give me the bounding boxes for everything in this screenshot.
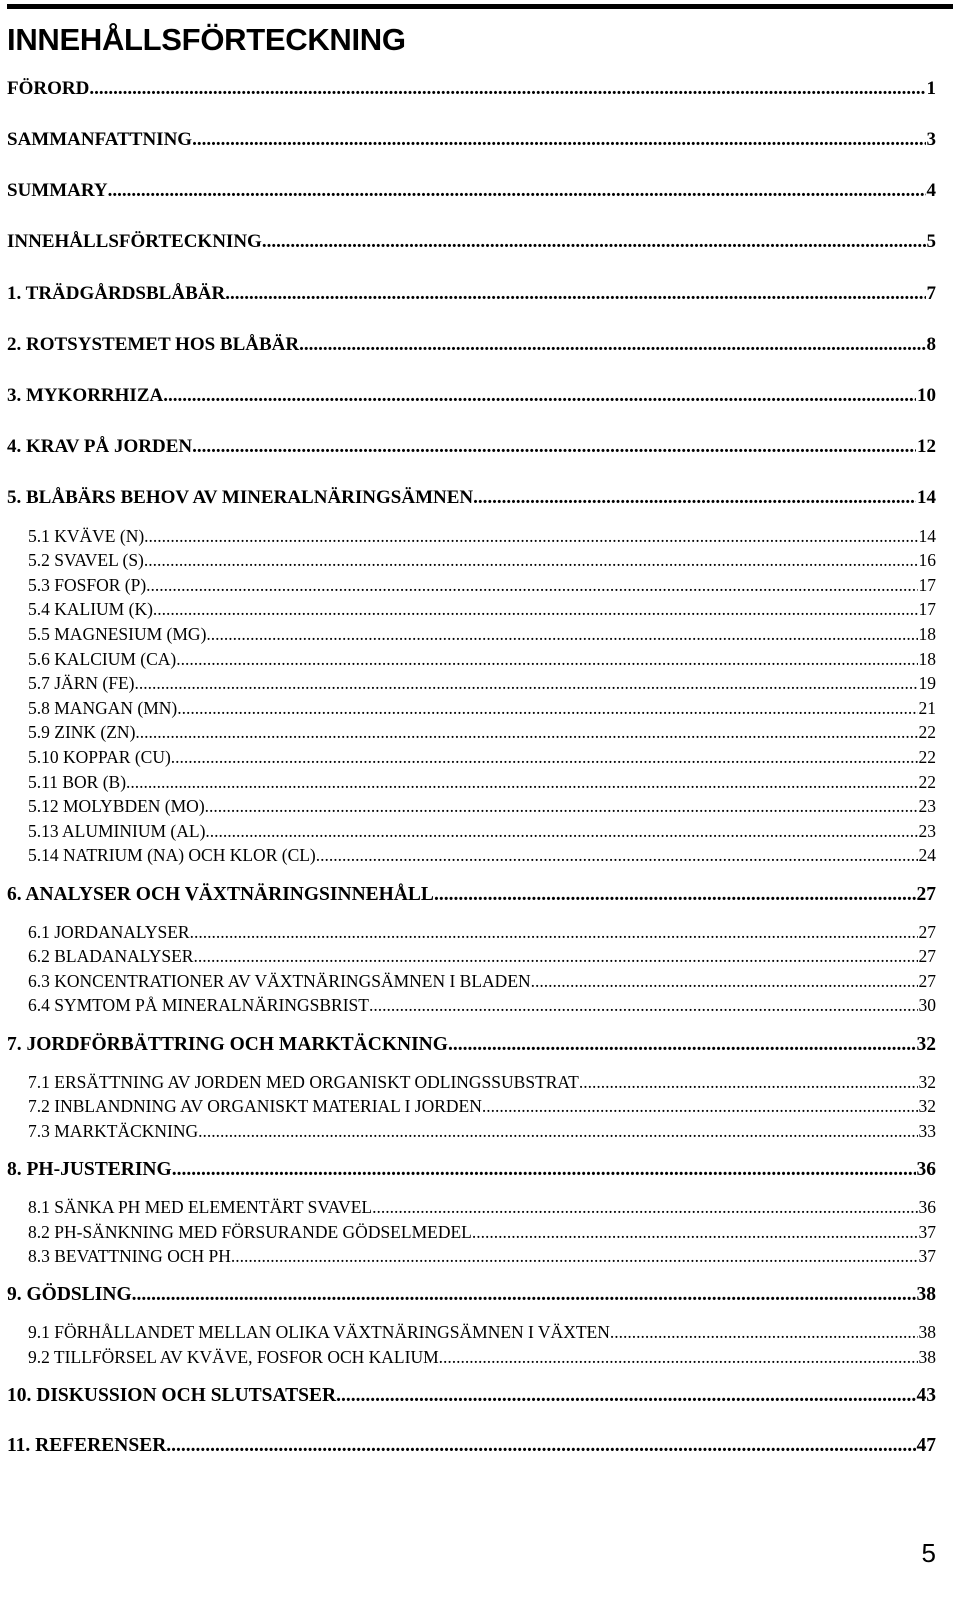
toc-dot-leader xyxy=(134,673,917,694)
toc-entry-label: 9.1 FÖRHÅLLANDET MELLAN OLIKA VÄXTNÄRINGSÄMNEN I VÄXTEN xyxy=(28,1322,610,1342)
toc-entry[interactable] xyxy=(7,436,936,458)
toc-dot-leader xyxy=(372,1197,917,1218)
toc-dot-leader xyxy=(132,1284,916,1306)
toc-dot-leader xyxy=(176,649,917,670)
toc-dot-leader xyxy=(192,129,925,151)
toc-entry[interactable] xyxy=(7,78,936,100)
toc-dot-leader xyxy=(316,845,918,866)
toc-entry-page: 38 xyxy=(916,1284,936,1305)
toc-entry-page: 3 xyxy=(926,129,936,150)
toc-dot-leader xyxy=(473,487,916,509)
toc-entry-label: 5.8 MANGAN (MN) xyxy=(28,698,178,718)
toc-dot-leader xyxy=(299,334,925,356)
toc-entry-label: 5.13 ALUMINIUM (AL) xyxy=(28,821,206,841)
toc-entry-label: 7. JORDFÖRBÄTTRING OCH MARKTÄCKNING xyxy=(7,1034,448,1055)
toc-entry-page: 27 xyxy=(918,922,936,942)
toc-dot-leader xyxy=(144,526,917,547)
toc-entry-label: 8. PH-JUSTERING xyxy=(7,1159,172,1180)
toc-entry-label: 6.2 BLADANALYSER xyxy=(28,946,194,966)
toc-entry-page: 17 xyxy=(918,599,936,619)
toc-entry[interactable] xyxy=(7,550,936,571)
toc-dot-leader xyxy=(192,436,916,458)
toc-entry-label: 9.2 TILLFÖRSEL AV KVÄVE, FOSFOR OCH KALIUM xyxy=(28,1347,439,1367)
toc-entry-page: 1 xyxy=(926,78,936,99)
toc-entry-page: 33 xyxy=(918,1121,936,1141)
toc-entry[interactable] xyxy=(7,231,936,253)
toc-entry[interactable] xyxy=(7,796,936,817)
toc-entry-page: 21 xyxy=(918,698,936,718)
toc-entry[interactable] xyxy=(7,1322,936,1343)
toc-entry[interactable] xyxy=(7,487,936,509)
toc-entry-label: 9. GÖDSLING xyxy=(7,1284,132,1305)
toc-entry-label: 8.1 SÄNKA PH MED ELEMENTÄRT SVAVEL xyxy=(28,1197,373,1217)
toc-entry-page: 8 xyxy=(926,334,936,355)
toc-entry-label: 7.3 MARKTÄCKNING xyxy=(28,1121,199,1141)
toc-entry-page: 5 xyxy=(926,231,936,252)
toc-entry[interactable] xyxy=(7,129,936,151)
toc-entry-label: 5.14 NATRIUM (NA) OCH KLOR (CL) xyxy=(28,845,316,865)
toc-dot-leader xyxy=(172,1159,916,1181)
toc-entry-label: 3. MYKORRHIZA xyxy=(7,385,164,406)
toc-entry[interactable] xyxy=(7,283,936,305)
toc-dot-leader xyxy=(434,884,916,906)
toc-entry-page: 17 xyxy=(918,575,936,595)
toc-dot-leader xyxy=(336,1385,915,1407)
toc-dot-leader xyxy=(144,550,918,571)
toc-dot-leader xyxy=(126,772,917,793)
toc-entry-page: 23 xyxy=(918,821,936,841)
toc-entry[interactable] xyxy=(7,1197,936,1218)
toc-entry[interactable] xyxy=(7,673,936,694)
toc-entry-label: SUMMARY xyxy=(7,180,108,201)
toc-entry[interactable] xyxy=(7,845,936,866)
toc-entry[interactable] xyxy=(7,624,936,645)
toc-entry[interactable] xyxy=(7,722,936,743)
toc-dot-leader xyxy=(610,1322,918,1343)
toc-entry-page: 37 xyxy=(918,1222,936,1242)
toc-dot-leader xyxy=(190,922,918,943)
toc-entry-label: 4. KRAV PÅ JORDEN xyxy=(7,436,193,457)
toc-entry-page: 23 xyxy=(918,796,936,816)
toc-entry[interactable] xyxy=(7,1034,936,1056)
toc-entry-label: 11. REFERENSER xyxy=(7,1435,167,1456)
toc-dot-leader xyxy=(198,1121,917,1142)
toc-dot-leader xyxy=(472,1222,918,1243)
toc-entry[interactable] xyxy=(7,575,936,596)
toc-dot-leader xyxy=(531,971,918,992)
toc-entry-page: 10 xyxy=(917,385,936,406)
toc-entry-page: 12 xyxy=(917,436,936,457)
toc-entry[interactable] xyxy=(7,526,936,547)
toc-entry[interactable] xyxy=(7,971,936,992)
toc-entry[interactable] xyxy=(7,772,936,793)
toc-entry[interactable] xyxy=(7,599,936,620)
toc-entry[interactable] xyxy=(7,649,936,670)
toc-entry[interactable] xyxy=(7,1385,936,1407)
toc-entry-label: 5.7 JÄRN (FE) xyxy=(28,673,135,693)
toc-entry-page: 32 xyxy=(916,1034,936,1055)
toc-entry-page: 22 xyxy=(918,747,936,767)
toc-entry-page: 37 xyxy=(918,1246,936,1266)
toc-entry[interactable] xyxy=(7,1347,936,1368)
toc-entry-label: 2. ROTSYSTEMET HOS BLÅBÄR xyxy=(7,334,300,355)
toc-entry[interactable] xyxy=(7,1121,936,1142)
toc-dot-leader xyxy=(579,1072,918,1093)
toc-entry-page: 32 xyxy=(918,1096,936,1116)
toc-entry-label: 5.12 MOLYBDEN (MO) xyxy=(28,796,205,816)
toc-entry-page: 22 xyxy=(918,722,936,742)
toc-entry-label: FÖRORD xyxy=(7,78,90,99)
toc-entry-page: 32 xyxy=(918,1072,936,1092)
toc-entry-page: 27 xyxy=(918,946,936,966)
toc-entry-page: 18 xyxy=(918,649,936,669)
toc-entry-label: 5. BLÅBÄRS BEHOV AV MINERALNÄRINGSÄMNEN xyxy=(7,487,474,508)
page-title: INNEHÅLLSFÖRTECKNING xyxy=(7,22,406,57)
toc-entry-label: 6.3 KONCENTRATIONER AV VÄXTNÄRINGSÄMNEN I BLADEN xyxy=(28,971,531,991)
toc-entry-label: 6. ANALYSER OCH VÄXTNÄRINGSINNEHÅLL xyxy=(7,884,434,905)
toc-entry-page: 47 xyxy=(916,1435,936,1456)
toc-entry-label: 5.10 KOPPAR (CU) xyxy=(28,747,171,767)
toc-dot-leader xyxy=(262,231,926,253)
top-rule xyxy=(7,4,953,9)
toc-dot-leader xyxy=(166,1435,915,1457)
toc-entry-page: 7 xyxy=(926,283,936,304)
toc-entry[interactable] xyxy=(7,1222,936,1243)
toc-dot-leader xyxy=(193,946,917,967)
toc-entry[interactable] xyxy=(7,698,936,719)
toc-dot-leader xyxy=(482,1096,918,1117)
toc-entry-page: 18 xyxy=(918,624,936,644)
toc-entry-page: 24 xyxy=(918,845,936,865)
toc-dot-leader xyxy=(205,821,917,842)
toc-entry-page: 38 xyxy=(918,1347,936,1367)
toc-entry-label: 1. TRÄDGÅRDSBLÅBÄR xyxy=(7,283,226,304)
toc-entry-label: 5.2 SVAVEL (S) xyxy=(28,550,144,570)
toc-entry-page: 36 xyxy=(918,1197,936,1217)
toc-entry-label: 8.2 PH-SÄNKNING MED FÖRSURANDE GÖDSELMEDEL xyxy=(28,1222,472,1242)
toc-entry-label: 5.3 FOSFOR (P) xyxy=(28,575,147,595)
toc-entry[interactable] xyxy=(7,995,936,1016)
toc-entry-page: 4 xyxy=(926,180,936,201)
toc-entry-label: 5.5 MAGNESIUM (MG) xyxy=(28,624,207,644)
toc-entry-page: 14 xyxy=(918,526,936,546)
toc-entry-page: 36 xyxy=(916,1159,936,1180)
toc-entry-label: 5.1 KVÄVE (N) xyxy=(28,526,145,546)
toc-entry-label: 6.4 SYMTOM PÅ MINERALNÄRINGSBRIST xyxy=(28,995,369,1015)
toc-entry-label: 7.2 INBLANDNING AV ORGANISKT MATERIAL I JORDEN xyxy=(28,1096,482,1116)
toc-dot-leader xyxy=(225,283,925,305)
page-number: 5 xyxy=(921,1538,936,1568)
toc-entry[interactable] xyxy=(7,922,936,943)
toc-dot-leader xyxy=(146,575,917,596)
toc-entry-page: 43 xyxy=(916,1385,936,1406)
toc-entry-label: 10. DISKUSSION OCH SLUTSATSER xyxy=(7,1385,337,1406)
toc-dot-leader xyxy=(177,698,917,719)
toc-entry-label: 7.1 ERSÄTTNING AV JORDEN MED ORGANISKT ODLINGSSUBSTRAT xyxy=(28,1072,579,1092)
toc-entry[interactable] xyxy=(7,334,936,356)
toc-entry-label: 8.3 BEVATTNING OCH PH xyxy=(28,1246,231,1266)
toc-dot-leader xyxy=(108,180,926,202)
toc-entry-label: 5.4 KALIUM (K) xyxy=(28,599,153,619)
toc-entry[interactable] xyxy=(7,1284,936,1306)
toc-entry-page: 19 xyxy=(918,673,936,693)
toc-entry-label: 5.6 KALCIUM (CA) xyxy=(28,649,177,669)
toc-entry[interactable] xyxy=(7,946,936,967)
toc-entry[interactable] xyxy=(7,180,936,202)
toc-entry-page: 14 xyxy=(917,487,936,508)
toc-entry-page: 30 xyxy=(918,995,936,1015)
toc-entry-page: 16 xyxy=(918,550,936,570)
toc-entry-label: 6.1 JORDANALYSER xyxy=(28,922,190,942)
toc-entry[interactable] xyxy=(7,884,936,906)
toc-dot-leader xyxy=(205,796,918,817)
toc-entry-label: 5.11 BOR (B) xyxy=(28,772,127,792)
toc-entry-page: 27 xyxy=(918,971,936,991)
toc-entry[interactable] xyxy=(7,821,936,842)
toc-dot-leader xyxy=(448,1034,916,1056)
toc-entry[interactable] xyxy=(7,385,936,407)
toc-dot-leader xyxy=(439,1347,918,1368)
toc-dot-leader xyxy=(369,995,918,1016)
toc-dot-leader xyxy=(163,385,916,407)
toc-entry-page: 22 xyxy=(918,772,936,792)
toc-entry[interactable] xyxy=(7,1159,936,1181)
toc-entry-page: 38 xyxy=(918,1322,936,1342)
toc-entry[interactable] xyxy=(7,1096,936,1117)
toc-entry[interactable] xyxy=(7,1435,936,1457)
toc-dot-leader xyxy=(206,624,917,645)
toc-entry-label: INNEHÅLLSFÖRTECKNING xyxy=(7,231,262,252)
toc-dot-leader xyxy=(89,78,925,100)
toc-entry-label: SAMMANFATTNING xyxy=(7,129,193,150)
toc-dot-leader xyxy=(231,1246,918,1267)
toc-entry-label: 5.9 ZINK (ZN) xyxy=(28,722,136,742)
toc-dot-leader xyxy=(135,722,917,743)
toc-entry[interactable] xyxy=(7,747,936,768)
toc-dot-leader xyxy=(171,747,918,768)
toc-entry[interactable] xyxy=(7,1246,936,1267)
toc-entry[interactable] xyxy=(7,1072,936,1093)
toc-entry-page: 27 xyxy=(916,884,936,905)
toc-dot-leader xyxy=(153,599,918,620)
